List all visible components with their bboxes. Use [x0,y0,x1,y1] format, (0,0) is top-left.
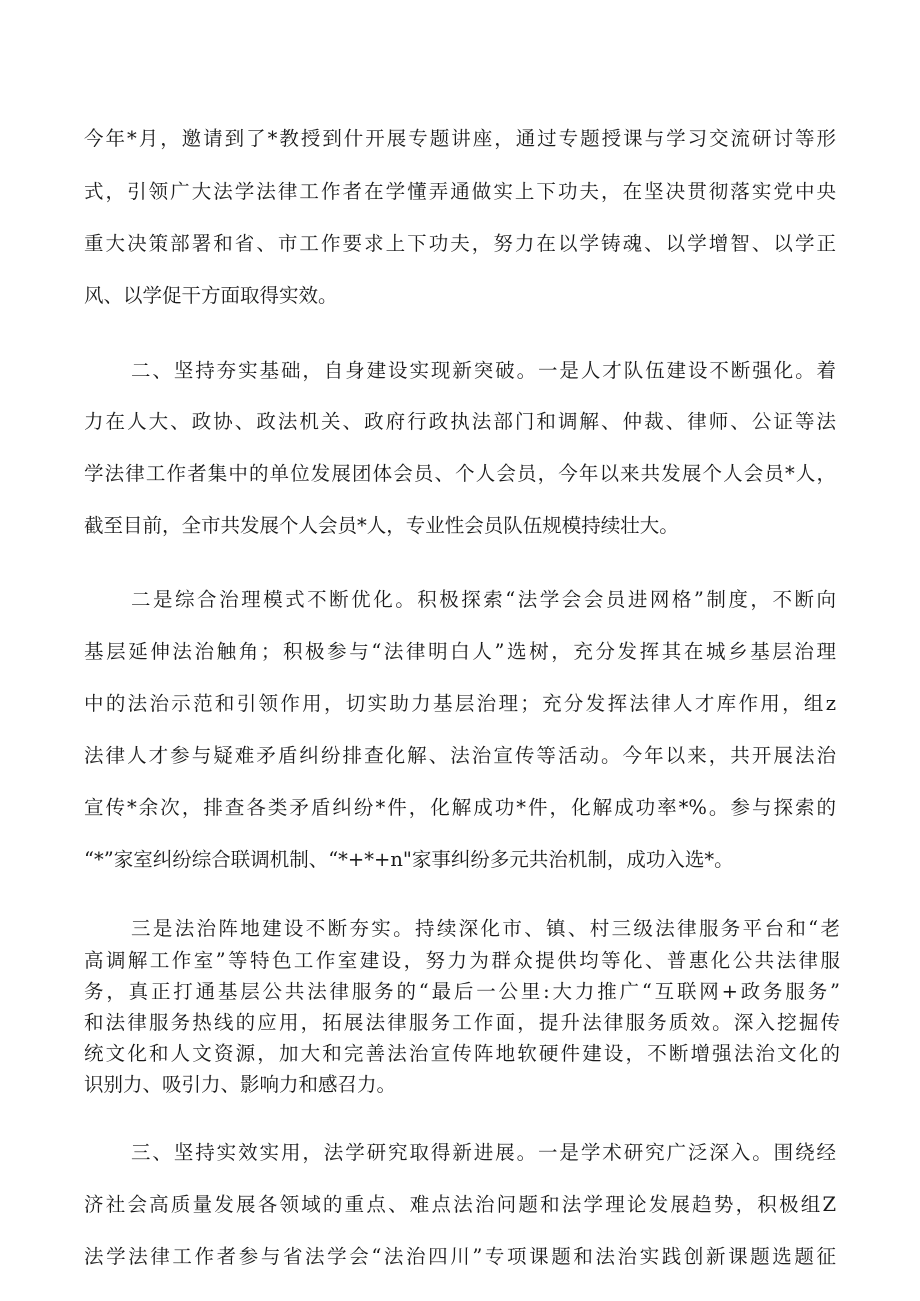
text-line: 今年*月，邀请到了*教授到什开展专题讲座，通过专题授课与学习交流研讨等形 [84,127,836,150]
text-line: 高调解工作室”等特色工作室建设，努力为群众提供均等化、普惠化公共法律服 [84,949,840,972]
text-line: 力在人大、政协、政法机关、政府行政执法部门和调解、仲裁、律师、公证等法 [84,410,836,433]
text-line: 统文化和人文资源，加大和完善法治宣传阵地软硬件建设，不断增强法治文化的 [84,1042,840,1065]
text-line: 式，引领广大法学法律工作者在学懂弄通做实上下功夫，在坚决贯彻落实党中央 [84,180,836,203]
text-line: 中的法治示范和引领作用，切实助力基层治理；充分发挥法律人才库作用，组z [84,692,836,715]
text-line: 学法律工作者集中的单位发展团体会员、个人会员，今年以来共发展个人会员*人， [84,462,836,485]
text-line: 法律人才参与疑难矛盾纠纷排查化解、法治宣传等活动。今年以来，共开展法治 [84,744,836,767]
paragraph-first-line: 三、坚持实效实用，法学研究取得新进展。一是学术研究广泛深入。围绕经 [131,1141,836,1164]
text-line: 重大决策部署和省、市工作要求上下功夫，努力在以学铸魂、以学增智、以学正 [84,232,836,255]
paragraph-first-line: 二、坚持夯实基础，自身建设实现新突破。一是人才队伍建设不断强化。着 [131,359,836,382]
text-line: “*”家室纠纷综合联调机制、“*+*+n"家事纠纷多元共治机制，成功入选*。 [84,848,734,871]
paragraph-first-line: 三是法治阵地建设不断夯实。持续深化市、镇、村三级法律服务平台和“老 [131,917,840,940]
paragraph-first-line: 二是综合治理模式不断优化。积极探索“法学会会员进网格”制度，不断向 [131,588,836,611]
text-line: 法学法律工作者参与省法学会“法治四川”专项课题和法治实践创新课题选题征 [84,1245,836,1268]
text-line: 基层延伸法治触角；积极参与“法律明白人”选树，充分发挥其在城乡基层治理 [84,640,836,663]
text-line: 务，真正打通基层公共法律服务的“最后一公里:大力推广“互联网+政务服务” [84,980,840,1003]
text-line: 宣传*余次，排查各类矛盾纠纷*件，化解成功*件，化解成功率*%。参与探索的 [84,796,836,819]
text-line: 风、以学促干方面取得实效。 [84,284,338,307]
text-line: 和法律服务热线的应用，拓展法律服务工作面，提升法律服务质效。深入挖掘传 [84,1011,840,1034]
text-line: 济社会高质量发展各领域的重点、难点法治问题和法学理论发展趋势，积极组Z [84,1193,836,1216]
text-line: 识别力、吸引力、影响力和感召力。 [84,1073,397,1096]
text-line: 截至目前，全市共发展个人会员*人，专业性会员队伍规模持续壮大。 [84,514,679,537]
